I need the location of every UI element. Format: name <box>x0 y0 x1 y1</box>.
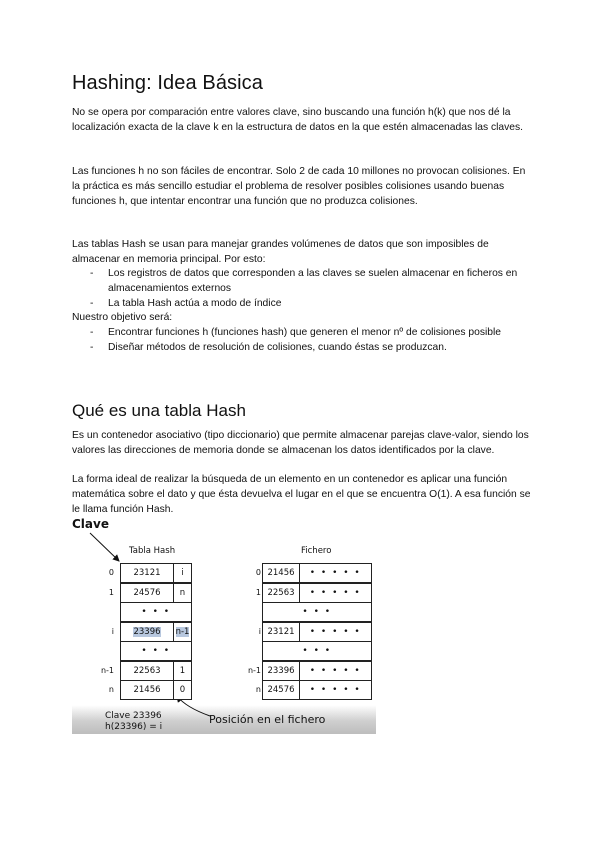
file-row-key: 23121 <box>262 622 300 642</box>
hash-row-index: 0 <box>108 568 114 577</box>
paragraph-intro: No se opera por comparación entre valores clave, sino buscando una función h(k) que nos dé la localización exacta de la clave k en la estructura de datos en la que estén almacenadas las claves. <box>72 107 524 133</box>
file-row-index: n-1 <box>247 666 261 675</box>
file-row-data: • • • • • <box>299 622 372 642</box>
file-row-index: i <box>258 627 261 636</box>
hash-row-key <box>120 563 174 583</box>
hash-row-pointer <box>173 661 192 681</box>
file-row-ellipsis: • • • <box>262 641 372 661</box>
cell-text: n <box>179 588 186 598</box>
hash-row-ellipsis: • • • <box>120 602 192 622</box>
file-row-key: 24576 <box>262 680 300 700</box>
cell-text: 24576 <box>133 588 161 598</box>
cell-text: n-1 <box>175 627 190 637</box>
hash-row-pointer <box>173 563 192 583</box>
hash-row-key <box>120 583 174 603</box>
list-item: - Encontrar funciones h (funciones hash) que generen el menor nº de colisiones posible <box>72 326 532 341</box>
clave-arrow <box>90 533 119 561</box>
file-row-data: • • • • • <box>299 661 372 681</box>
hash-row-index: n <box>108 685 114 694</box>
hash-row-key <box>120 661 174 681</box>
bullet-list-objectives <box>72 326 532 356</box>
file-title: Fichero <box>301 546 332 556</box>
position-label: Posición en el fichero <box>209 713 326 726</box>
hash-row-ellipsis: • • • <box>120 641 192 661</box>
list-item: - Los registros de datos que corresponden a las claves se suelen almacenar en ficheros en almacenamientos externos <box>72 267 532 297</box>
cell-text: 21456 <box>133 685 161 695</box>
paragraph-hash-table-definition: Es un contenedor asociativo (tipo diccionario) que permite almacenar parejas clave-valor, siendo los valores las direcciones de memoria donde se almacenan los datos identificados por la clave. <box>72 430 529 456</box>
cell-text: 23121 <box>133 568 161 578</box>
file-row-ellipsis: • • • <box>262 602 372 622</box>
section-title-hashing: Hashing: Idea Básica <box>72 72 264 94</box>
file-row-data: • • • • • <box>299 563 372 583</box>
objective-intro: Nuestro objetivo será: <box>72 312 173 323</box>
hash-table-title: Tabla Hash <box>129 546 176 556</box>
file-row-data: • • • • • <box>299 680 372 700</box>
hash-result: h(23396) = i <box>105 722 163 732</box>
paragraph-hash-function: La forma ideal de realizar la búsqueda de un elemento en un contenedor es aplicar una función matemática sobre el dato y que ésta devuelva el lugar en el que se encuentra O(1). A esa función se le llama función Hash. <box>72 474 531 515</box>
cell-text: i <box>181 568 184 578</box>
file-row-key: 21456 <box>262 563 300 583</box>
file-row-index: 0 <box>255 568 261 577</box>
clave-label: Clave <box>72 517 109 531</box>
cell-text: 1 <box>179 666 186 676</box>
hash-row-key <box>120 622 174 642</box>
file-row-data: • • • • • <box>299 583 372 603</box>
list-item: - La tabla Hash actúa a modo de índice <box>72 297 532 312</box>
list-item: - Diseñar métodos de resolución de colisiones, cuando éstas se produzcan. <box>72 341 532 356</box>
bullet-list-storage <box>72 267 532 311</box>
file-row-key: 23396 <box>262 661 300 681</box>
hash-row-pointer <box>173 680 192 700</box>
hash-row-index: i <box>111 627 114 636</box>
hash-row-pointer <box>173 622 192 642</box>
file-row-key: 22563 <box>262 583 300 603</box>
file-row-index: n <box>255 685 261 694</box>
section-title-hash-table: Qué es una tabla Hash <box>72 401 246 420</box>
hash-row-index: n-1 <box>100 666 114 675</box>
hash-table-figure <box>72 517 376 734</box>
hash-row-index: 1 <box>108 588 114 597</box>
hash-row-pointer <box>173 583 192 603</box>
paragraph-hash-tables-usage: Las tablas Hash se usan para manejar grandes volúmenes de datos que son imposibles de almacenar en memoria principal. Por esto: <box>72 239 489 265</box>
cell-text: 0 <box>179 685 186 695</box>
hash-row-key <box>120 680 174 700</box>
paragraph-collisions: Las funciones h no son fáciles de encontrar. Solo 2 de cada 10 millones no provocan colisiones. En la práctica es más sencillo estudiar el problema de resolver posibles colisiones usando buenas funciones h, que intentar encontrar una función que no produzca colisiones. <box>72 166 526 207</box>
cell-text: 23396 <box>133 627 161 637</box>
file-row-index: 1 <box>255 588 261 597</box>
clave-example: Clave 23396 <box>105 711 162 721</box>
cell-text: 22563 <box>133 666 161 676</box>
